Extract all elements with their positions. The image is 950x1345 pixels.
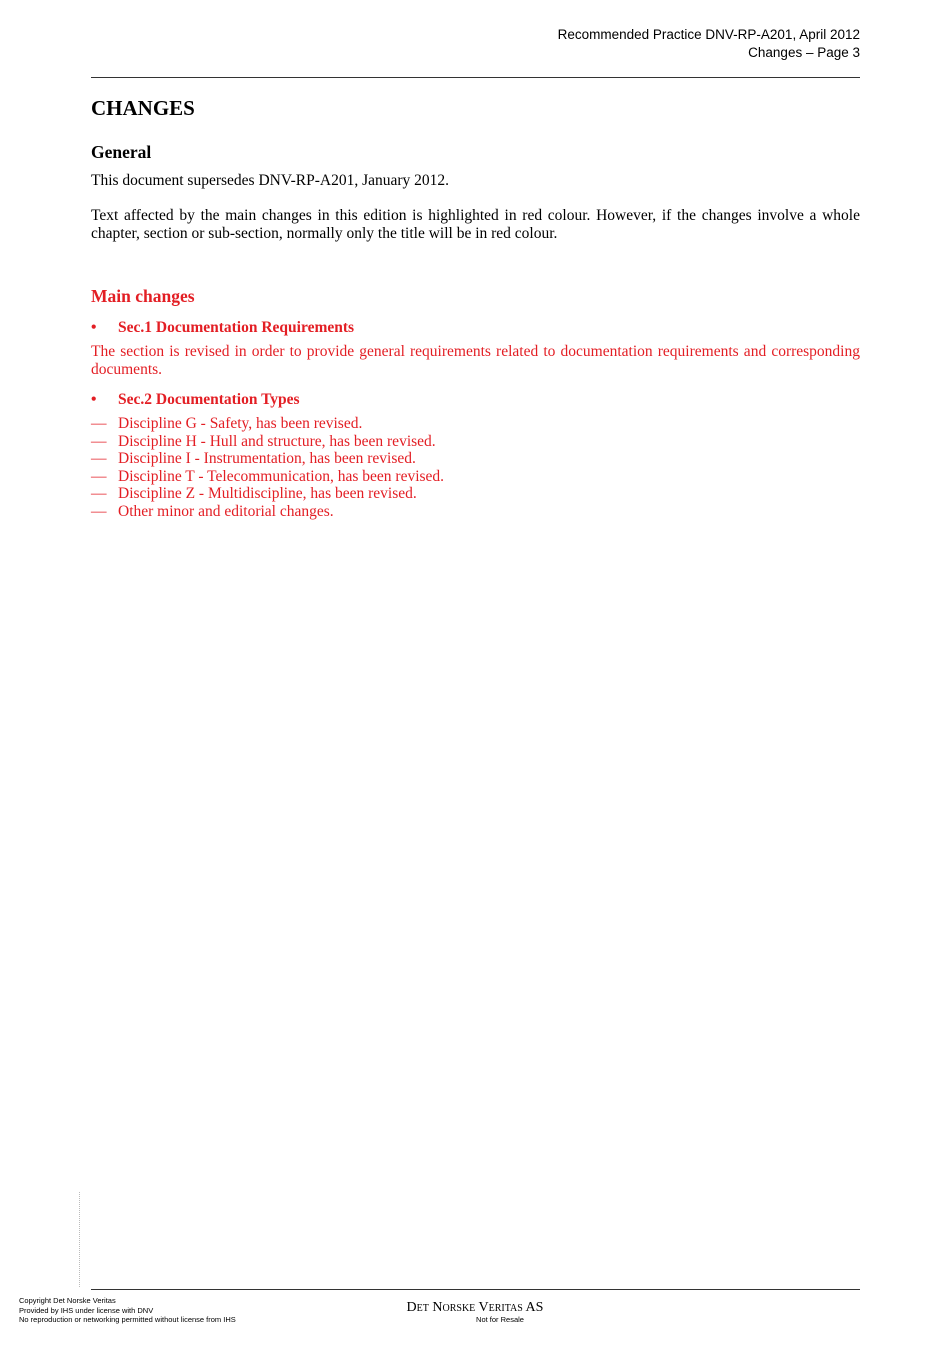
dash-icon: — [91,502,107,520]
dash-icon: — [91,467,107,485]
resale-notice: Not for Resale [476,1315,524,1324]
page-header [558,26,860,62]
footer-divider [91,1289,860,1290]
list-item: — Discipline G - Safety, has been revised. [91,415,363,432]
dash-icon: — [91,432,107,450]
header-document-line: Recommended Practice DNV-RP-A201, April 2012 [557,27,860,42]
sec2-bullet [91,391,300,409]
publisher-name: Det Norske Veritas AS [406,1300,544,1315]
main-changes-heading: Main changes [91,286,195,306]
general-paragraph-1: This document supersedes DNV-RP-A201, January 2012. [91,172,450,189]
general-paragraph-2: Text affected by the main changes in this edition is highlighted in red colour. However, if the changes involve a whole chapter, section or sub-section, normally only the title will be in red colour. [91,207,860,242]
bullet-icon: • [91,391,97,408]
sec1-description: The section is revised in order to provide general requirements related to documentation requirements and corresponding documents. [91,343,860,378]
dash-icon: — [91,485,107,502]
list-item: — Other minor and editorial changes. [91,502,334,520]
copyright-notice: Copyright Det Norske Veritas Provided by IHS under license with DNV No reproduction or networking permitted without license from IHS [19,1296,236,1324]
list-item: — Discipline Z - Multidiscipline, has been revised. [91,485,417,502]
page-title: CHANGES [91,96,195,120]
header-page-line: Changes – Page 3 [748,45,860,60]
general-heading: General [91,142,152,162]
header-divider [91,77,860,78]
margin-change-bar [79,1192,80,1287]
sec1-title: Sec.1 Documentation Requirements [118,319,355,336]
bullet-icon: • [91,319,97,336]
sec2-title: Sec.2 Documentation Types [118,391,300,408]
sec1-bullet [91,319,354,337]
sec2-change-list [91,415,444,520]
list-item: — Discipline H - Hull and structure, has been revised. [91,432,436,450]
list-item: — Discipline T - Telecommunication, has been revised. [91,467,445,485]
dash-icon: — [91,450,107,467]
list-item: — Discipline I - Instrumentation, has been revised. [91,450,416,467]
dash-icon: — [91,415,107,432]
